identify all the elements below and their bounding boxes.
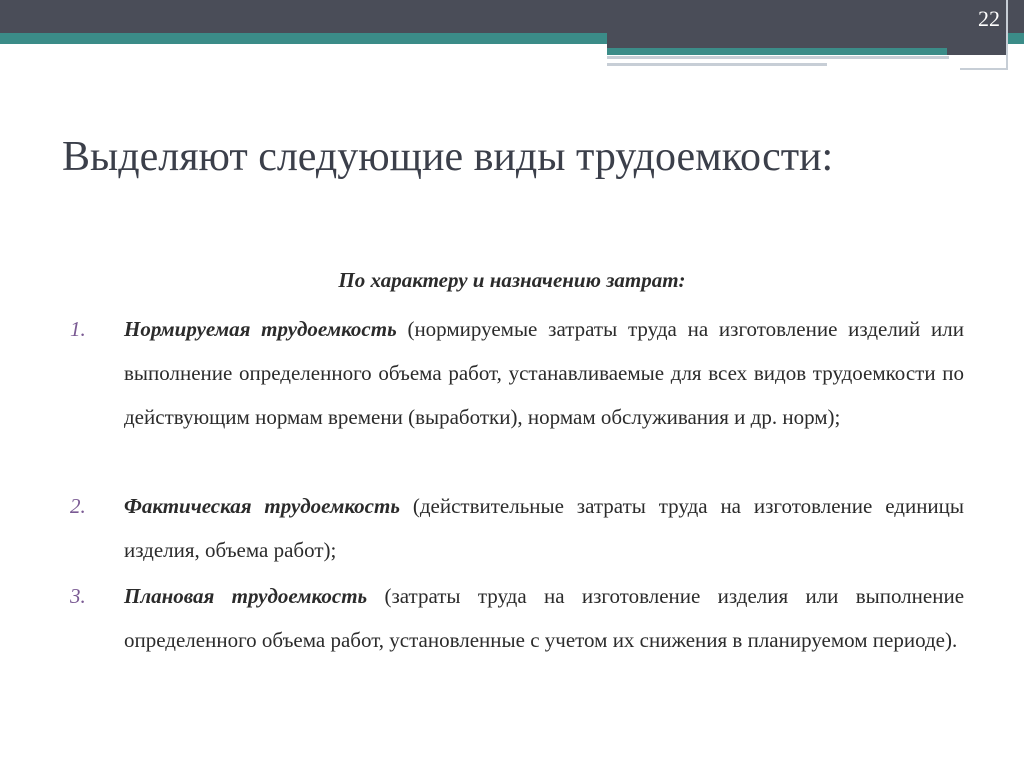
list-item-description: (затраты труда на изготовление изделия или выполнение определенного объема работ, установленные с учетом их снижения в планируемом периоде). <box>124 584 965 652</box>
list-item-text <box>124 307 964 439</box>
header-tab-accent <box>607 48 947 55</box>
decorative-frame-line <box>1006 0 1008 70</box>
list-item <box>70 574 964 662</box>
decorative-line <box>607 63 827 66</box>
list-item-text <box>124 484 964 572</box>
slide-subtitle: По характеру и назначению затрат: <box>338 268 686 292</box>
list-item-number: 2. <box>70 494 86 518</box>
decorative-frame-line <box>960 68 1008 70</box>
slide-title: Выделяют следующие виды трудоемкости: <box>62 134 834 180</box>
list-item-description: (нормируемые затраты труда на изготовление изделий или выполнение определенного объема работ, устанавливаемые для всех видов трудоемкости по действующим нормам времени (выработки), нормам обслуживания и др. норм); <box>124 317 964 429</box>
page-number: 22 <box>978 6 1000 31</box>
list-item <box>70 484 964 572</box>
list-item-description: (действительные затраты труда на изготовление единицы изделия, объема работ); <box>124 494 965 562</box>
list-item-term: Фактическая трудоемкость <box>124 494 400 518</box>
decorative-line <box>607 56 949 59</box>
list-item-term: Нормируемая трудоемкость <box>124 317 397 341</box>
list-item-number: 3. <box>70 584 86 608</box>
list-item <box>70 307 964 439</box>
list-item-term: Плановая трудоемкость <box>124 584 368 608</box>
list-item-number: 1. <box>70 317 86 341</box>
list-item-text <box>124 574 964 662</box>
header-band <box>0 0 1024 33</box>
